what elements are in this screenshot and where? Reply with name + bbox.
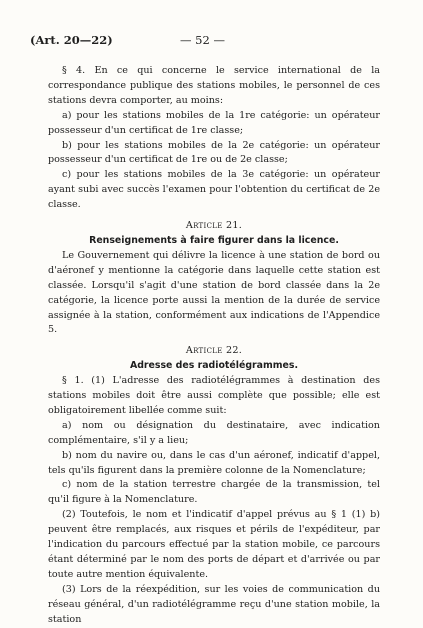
paragraph: b) nom du navire ou, dans le cas d'un aéronef, indicatif d'appel, tels qu'ils figurent dans la première colonne de la Nomenclature; xyxy=(48,449,380,476)
paragraph: c) pour les stations mobiles de la 3e catégorie: un opérateur ayant subi avec succès l'examen pour l'obtention du certificat de 2e classe. xyxy=(48,169,380,211)
paragraph: (2) Toutefois, le nom et l'indicatif d'appel prévus au § 1 (1) b) peuvent être remplacés, aux risques et périls de l'expéditeur, par l'indication du parcours effectué par la station mobile, ce parcours étant déterminé par le nom des ports de départ et d'arrivée ou par toute autre mention équivalente. xyxy=(48,509,380,580)
paragraph: a) pour les stations mobiles de la 1re catégorie: un opérateur possesseur d'un certificat de 1re classe; xyxy=(48,109,380,136)
document-body xyxy=(48,64,380,628)
paragraph: b) pour les stations mobiles de la 2e catégorie: un opérateur possesseur d'un certificat de 1re ou de 2e classe; xyxy=(48,139,380,166)
paragraph: § 4. En ce qui concerne le service international de la correspondance publique des stations mobiles, le personnel de ces stations devra comporter, au moins: xyxy=(48,65,380,106)
article-heading: Article 21. xyxy=(185,220,243,232)
page-number: — 52 — xyxy=(180,33,225,47)
paragraph: (3) Lors de la réexpédition, sur les voies de communication du réseau général, d'un radiotélégramme reçu d'une station mobile, la station xyxy=(48,583,380,625)
article-reference: (Art. 20—22) xyxy=(30,33,113,47)
paragraph: a) nom ou désignation du destinataire, avec indication complémentaire, s'il y a lieu; xyxy=(48,419,380,446)
article-heading: Article 22. xyxy=(185,345,243,357)
paragraph: Le Gouvernement qui délivre la licence à une station de bord ou d'aéronef y mentionne la catégorie dans laquelle cette station est classée. Lorsqu'il s'agit d'une station de bord classée dans la 2e catégorie, la licence porte aussi la mention de la durée de service assignée à la station, conformément aux indications de l'Appendice 5. xyxy=(48,249,380,336)
paragraph: § 1. (1) L'adresse des radiotélégrammes à destination des stations mobiles doit être aussi complète que possible; elle est obligatoirement libellée comme suit: xyxy=(48,375,380,416)
page-header xyxy=(30,33,390,49)
section-title: Renseignements à faire figurer dans la licence. xyxy=(89,234,339,246)
section-title: Adresse des radiotélégrammes. xyxy=(129,360,299,372)
paragraph: c) nom de la station terrestre chargée de la transmission, tel qu'il figure à la Nomenclature. xyxy=(48,479,380,506)
